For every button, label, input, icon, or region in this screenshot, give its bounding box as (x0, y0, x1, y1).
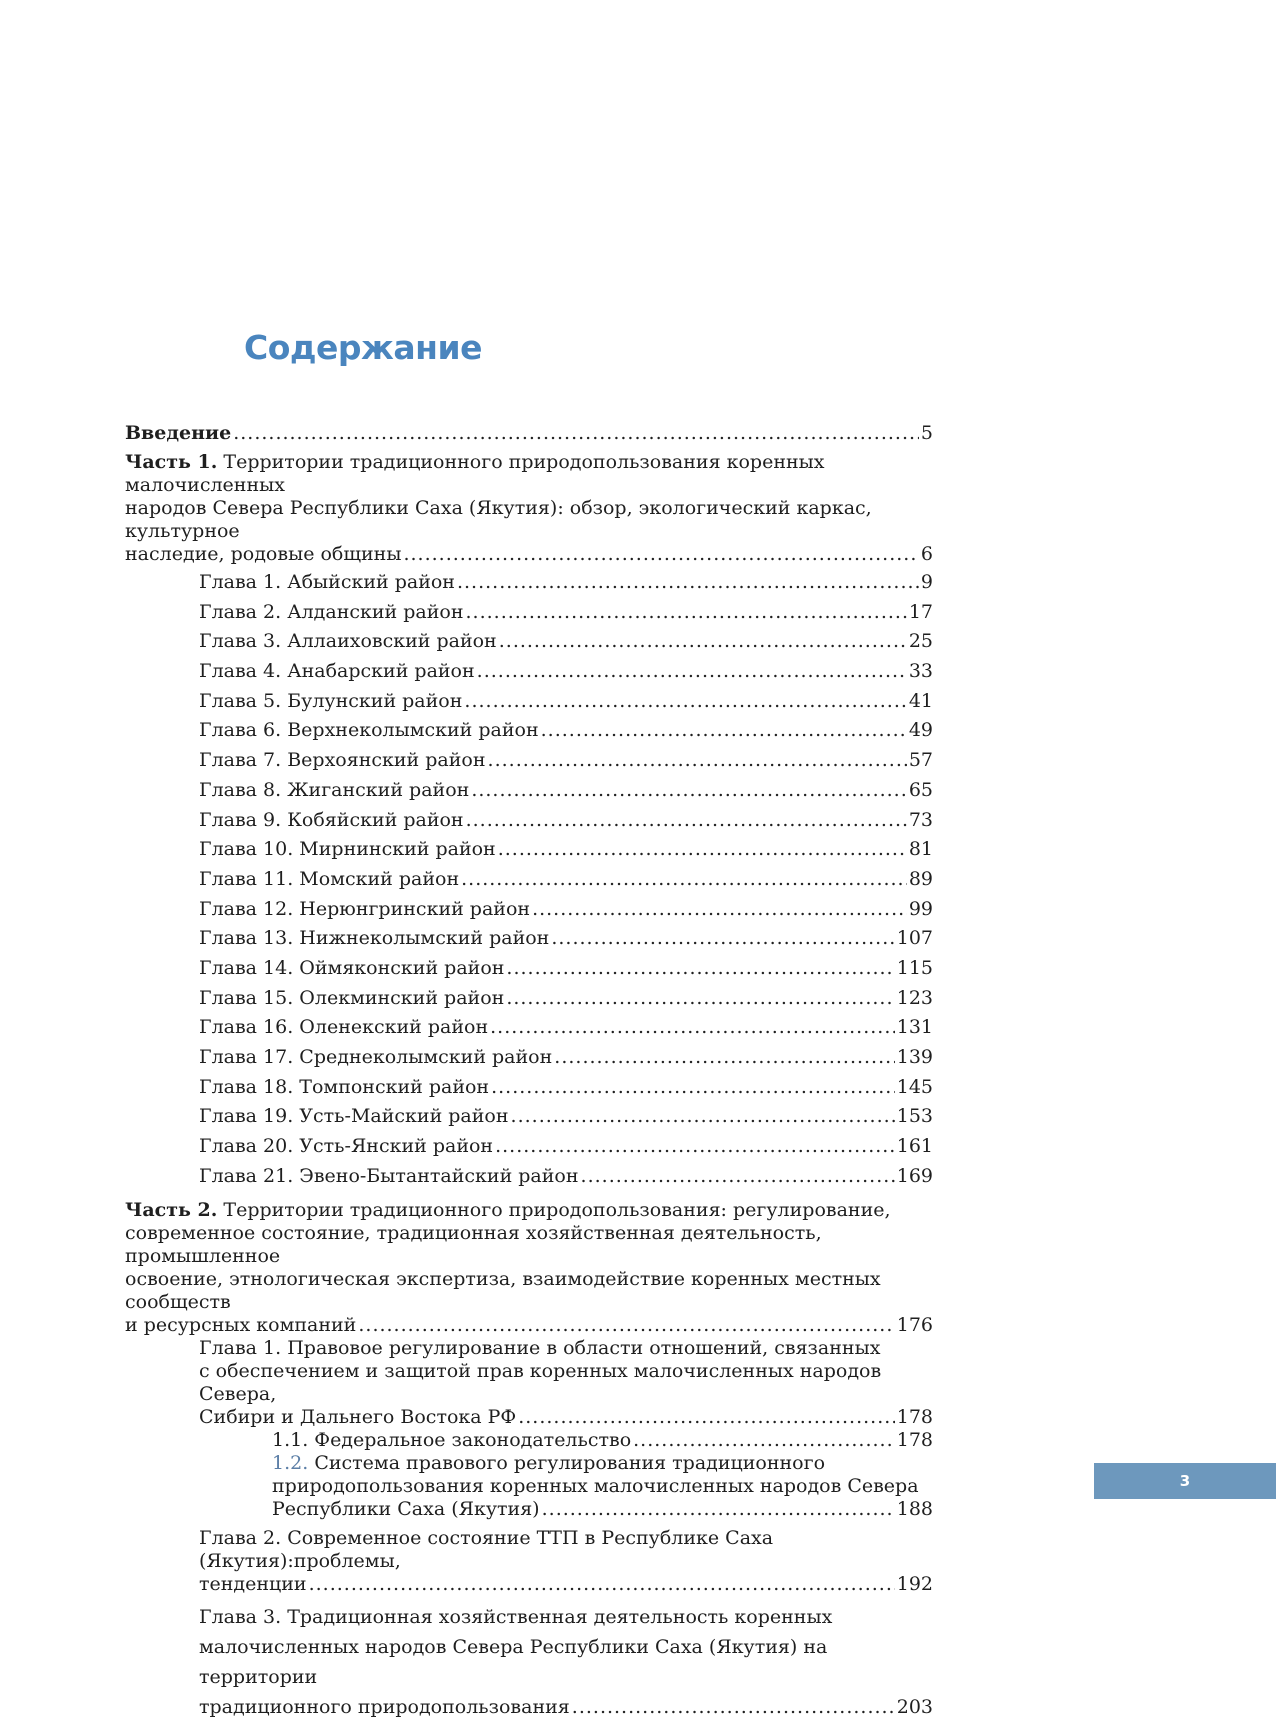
toc-page-number: 57 (908, 749, 933, 772)
chapter-title: Глава 18. Томпонский район (199, 1075, 490, 1098)
leader-dots (457, 568, 919, 598)
leader-dots (464, 687, 906, 717)
part-title-line: наследие, родовые общины (125, 543, 402, 565)
toc-entry-chapter[interactable] (125, 716, 933, 746)
leader-dots (542, 1498, 895, 1521)
part-label: Часть 2. (125, 1199, 218, 1222)
toc-entry-chapter[interactable] (125, 627, 933, 657)
toc-page-number: 178 (896, 1429, 933, 1452)
chapter-title-line: Глава 2. Современное состояние ТТП в Республике Саха (Якутия):проблемы, (199, 1527, 774, 1573)
toc-page-number: 176 (896, 1314, 933, 1337)
toc-entry-part2-chapter2[interactable] (125, 1527, 933, 1596)
page-number-tab: 3 (1094, 1463, 1276, 1499)
leader-dots (358, 1314, 894, 1337)
part-title-line: освоение, этнологическая экспертиза, взаимодействие коренных местных сообществ (125, 1268, 881, 1314)
leader-dots (499, 627, 907, 657)
leader-dots (403, 543, 918, 566)
chapter-title: Глава 6. Верхнеколымский район (199, 719, 539, 742)
toc-page-number: 123 (896, 986, 933, 1009)
chapter-title-line: Глава 3. Традиционная хозяйственная деятельность коренных (199, 1606, 833, 1629)
section-title: 1.1. Федеральное законодательство (272, 1429, 632, 1452)
chapter-title: Глава 2. Алданский район (199, 600, 464, 623)
leader-dots (461, 865, 907, 895)
toc-page-number: 17 (908, 600, 933, 623)
part-label: Часть 1. (125, 451, 218, 473)
toc-page-number: 25 (908, 630, 933, 653)
leader-dots (488, 746, 907, 776)
toc-page-number: 178 (896, 1406, 933, 1429)
chapter-title: Глава 16. Оленекский район (199, 1016, 489, 1039)
toc-entry-chapter[interactable] (125, 835, 933, 865)
page-title: Содержание (244, 328, 482, 367)
toc-page-number: 89 (908, 867, 933, 890)
toc-page-number: 65 (908, 778, 933, 801)
leader-dots (498, 835, 907, 865)
toc-page-number: 131 (896, 1016, 933, 1039)
chapter-title: Глава 8. Жиганский район (199, 778, 470, 801)
toc-entry-chapter[interactable] (125, 865, 933, 895)
chapter-title-line: традиционного природопользования (199, 1696, 570, 1719)
toc-entry-part2[interactable] (125, 1199, 933, 1337)
leader-dots (633, 1429, 895, 1452)
toc-page-number: 153 (896, 1105, 933, 1128)
chapter-title: Глава 21. Эвено-Бытантайский район (199, 1164, 579, 1187)
chapter-title-line: с обеспечением и защитой прав коренных малочисленных народов Севера, (199, 1360, 882, 1406)
section-title-line: Республики Саха (Якутия) (272, 1498, 540, 1521)
toc-entry-chapter[interactable] (125, 984, 933, 1014)
chapter-title-line: малочисленных народов Севера Республики Саха (Якутия) на территории (199, 1636, 828, 1689)
toc-entry-chapter[interactable] (125, 895, 933, 925)
toc-entry-intro[interactable] (125, 422, 933, 445)
toc-page-number: 5 (920, 422, 933, 444)
leader-dots (490, 1013, 895, 1043)
toc-entry-chapter[interactable] (125, 598, 933, 628)
section-number: 1.2. (272, 1452, 309, 1475)
toc-page-number: 203 (896, 1696, 933, 1719)
leader-dots (491, 1073, 895, 1103)
toc-page-number: 161 (896, 1135, 933, 1158)
chapter-title: Глава 17. Среднеколымский район (199, 1046, 553, 1068)
toc-entry-chapter[interactable] (125, 746, 933, 776)
leader-dots (477, 657, 907, 687)
chapter-title: Глава 9. Кобяйский район (199, 808, 464, 831)
leader-dots (554, 1043, 894, 1073)
toc-entry-chapter[interactable] (125, 806, 933, 836)
toc-page-number: 41 (908, 689, 933, 712)
chapter-title: Глава 20. Усть-Янский район (199, 1135, 494, 1158)
toc-entry-chapter[interactable] (125, 568, 933, 598)
leader-dots (233, 422, 919, 445)
chapter-title: Глава 5. Булунский район (199, 689, 463, 712)
toc-entry-part1[interactable] (125, 451, 933, 566)
chapter-title-line: Глава 1. Правовое регулирование в области отношений, связанных (199, 1337, 881, 1360)
chapter-title: Глава 10. Мирнинский район (199, 838, 496, 861)
toc-page-number: 188 (896, 1498, 933, 1521)
leader-dots (506, 954, 894, 984)
leader-dots (572, 1692, 895, 1722)
leader-dots (495, 1132, 895, 1162)
toc-page-number: 169 (896, 1164, 933, 1187)
toc-entry-chapter[interactable] (125, 1043, 933, 1073)
chapter-title: Глава 12. Нерюнгринский район (199, 897, 531, 920)
chapter-title: Глава 3. Аллаиховский район (199, 630, 497, 653)
leader-dots (471, 776, 907, 806)
toc-entry-part2-chapter3[interactable] (125, 1602, 933, 1722)
toc-page-number: 139 (896, 1046, 933, 1068)
toc-entry-chapter[interactable] (125, 1132, 933, 1162)
toc-page-number: 81 (908, 838, 933, 861)
toc-entry-chapter[interactable] (125, 776, 933, 806)
chapter-title: Глава 11. Момский район (199, 867, 460, 890)
leader-dots (518, 1406, 895, 1429)
toc-entry-chapter[interactable] (125, 687, 933, 717)
section-title-line: природопользования коренных малочисленных народов Севера (272, 1475, 919, 1498)
toc-entry-chapter[interactable] (125, 657, 933, 687)
chapter-title: Глава 13. Нижнеколымский район (199, 927, 550, 950)
toc-entry-section-1-1[interactable] (125, 1429, 933, 1452)
leader-dots (506, 984, 894, 1014)
leader-dots (466, 806, 907, 836)
toc-page-number: 49 (908, 719, 933, 742)
toc-entry-chapter[interactable] (125, 1073, 933, 1103)
chapter-title: Глава 15. Олекминский район (199, 986, 505, 1009)
chapter-title-line: тенденции (199, 1573, 307, 1596)
part-title-line: и ресурсных компаний (125, 1314, 357, 1337)
table-of-contents (125, 422, 933, 1722)
section-title-line: Система правового регулирования традиционного (314, 1452, 826, 1475)
toc-entry-section-1-2[interactable] (125, 1452, 933, 1521)
part-title-line: современное состояние, традиционная хозяйственная деятельность, промышленное (125, 1222, 822, 1268)
toc-page-number: 192 (896, 1573, 933, 1596)
chapter-title: Глава 7. Верхоянский район (199, 749, 486, 772)
leader-dots (309, 1573, 895, 1596)
chapter-title-line: Сибири и Дальнего Востока РФ (199, 1406, 517, 1429)
toc-entry-label: Введение (125, 422, 232, 444)
toc-entry-chapter[interactable] (125, 924, 933, 954)
chapter-title: Глава 4. Анабарский район (199, 660, 475, 683)
leader-dots (466, 598, 907, 628)
chapter-title: Глава 14. Оймяконский район (199, 956, 505, 979)
leader-dots (581, 1162, 895, 1192)
toc-page-number: 6 (920, 543, 933, 565)
toc-page-number: 115 (896, 956, 933, 979)
part1-chapter-list (125, 568, 933, 1191)
toc-page-number: 107 (896, 927, 933, 950)
leader-dots (541, 716, 907, 746)
toc-page-number: 99 (908, 897, 933, 920)
leader-dots (532, 895, 907, 925)
leader-dots (551, 924, 894, 954)
toc-entry-chapter[interactable] (125, 1013, 933, 1043)
toc-page-number: 145 (896, 1075, 933, 1098)
toc-entry-part2-chapter1[interactable] (125, 1337, 933, 1429)
toc-page-number: 9 (920, 571, 933, 593)
part-title-line: Территории традиционного природопользования: регулирование, (223, 1199, 891, 1222)
part-title-line: народов Севера Республики Саха (Якутия): обзор, экологический каркас, культурное (125, 497, 872, 542)
chapter-title: Глава 19. Усть-Майский район (199, 1105, 509, 1128)
leader-dots (511, 1102, 895, 1132)
part-title-line: Территории традиционного природопользования коренных малочисленных (125, 451, 825, 496)
toc-entry-chapter[interactable] (125, 1102, 933, 1132)
toc-entry-chapter[interactable] (125, 1162, 933, 1192)
toc-page-number: 73 (908, 808, 933, 831)
chapter-title: Глава 1. Абыйский район (199, 571, 455, 593)
toc-page-number: 33 (908, 660, 933, 683)
toc-entry-chapter[interactable] (125, 954, 933, 984)
